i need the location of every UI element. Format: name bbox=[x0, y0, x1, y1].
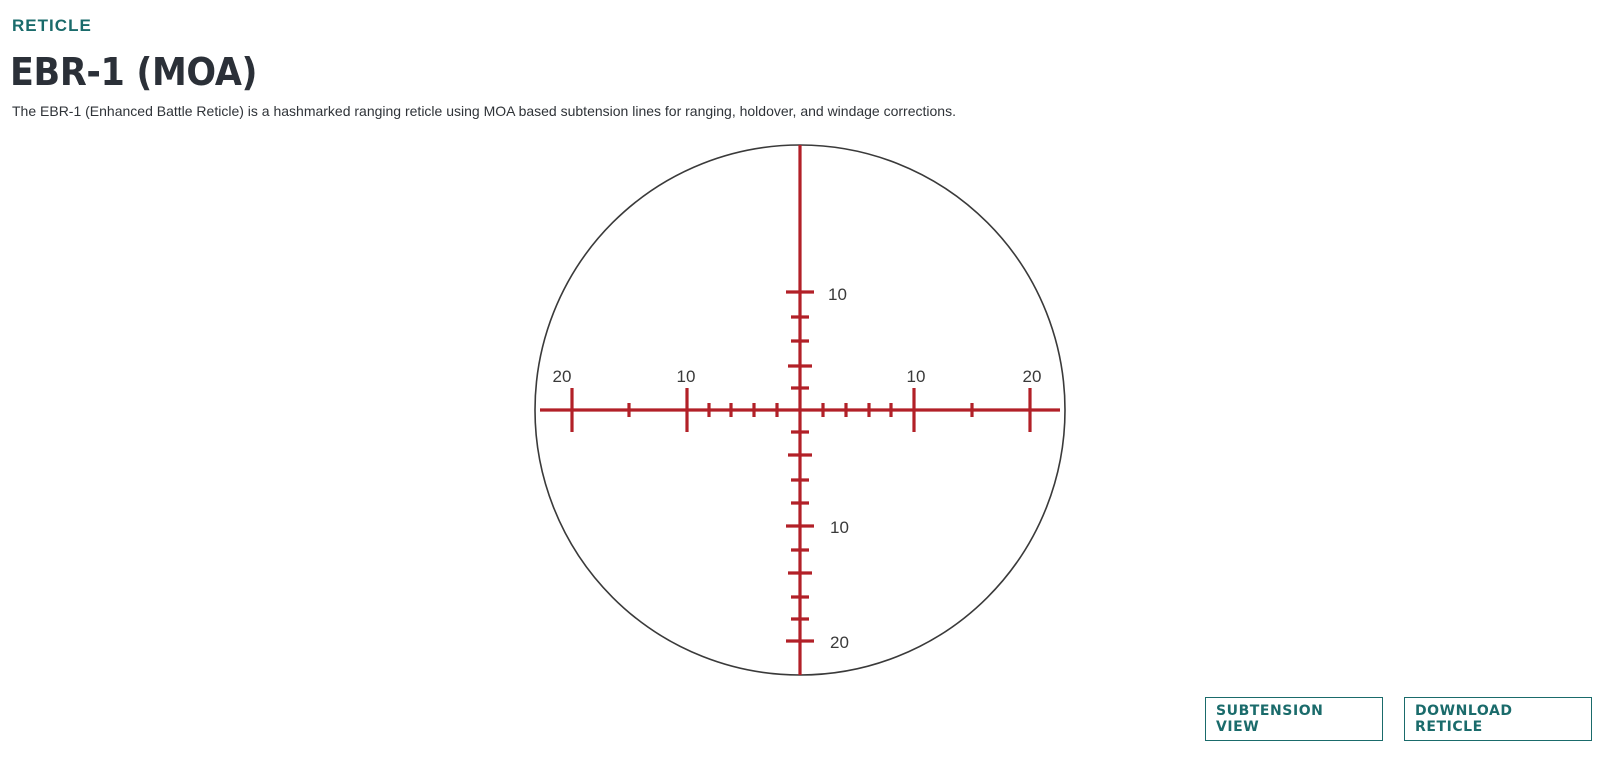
reticle-svg bbox=[0, 140, 1600, 680]
label-right-10: 10 bbox=[906, 367, 926, 386]
label-top-10: 10 bbox=[828, 285, 847, 304]
label-right-20: 20 bbox=[1022, 367, 1042, 386]
label-bottom-10: 10 bbox=[830, 518, 849, 537]
action-bar bbox=[0, 697, 1600, 743]
page-eyebrow: RETICLE bbox=[12, 16, 92, 35]
page-title: EBR-1 (MOA) bbox=[10, 50, 258, 94]
label-bottom-20: 20 bbox=[830, 633, 849, 652]
label-left-10: 10 bbox=[676, 367, 696, 386]
page-description: The EBR-1 (Enhanced Battle Reticle) is a hashmarked ranging reticle using MOA based subtension lines for ranging, holdover, and windage corrections. bbox=[12, 103, 956, 119]
label-left-20: 20 bbox=[552, 367, 572, 386]
reticle-diagram bbox=[0, 140, 1600, 680]
subtension-view-button[interactable]: SUBTENSION VIEW bbox=[1205, 697, 1383, 741]
download-reticle-button[interactable]: DOWNLOAD RETICLE bbox=[1404, 697, 1592, 741]
reticle-lines bbox=[540, 145, 1060, 675]
